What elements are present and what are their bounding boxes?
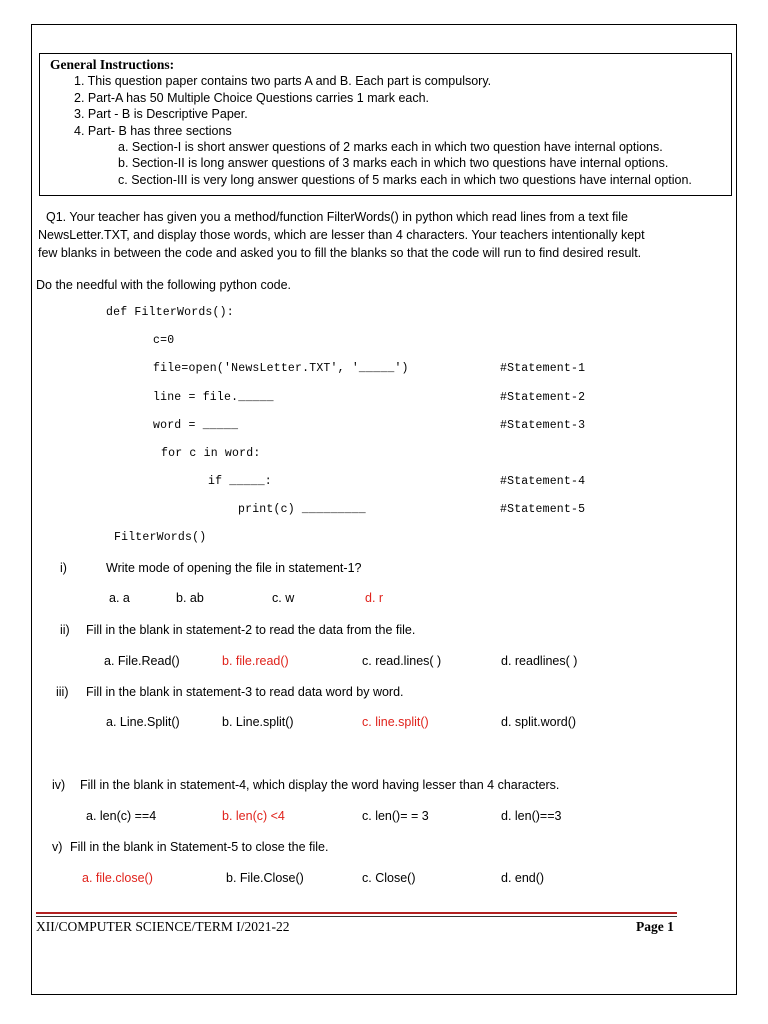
subquestion-text: Fill in the blank in Statement-5 to close the file. <box>70 840 329 854</box>
instruction-sub-item: b. Section-II is long answer questions of 3 marks each in which two questions have internal options. <box>118 156 669 170</box>
option: a. len(c) ==4 <box>86 809 157 823</box>
subquestion-text: Fill in the blank in statement-2 to read the data from the file. <box>86 623 416 637</box>
footer-rule-top <box>36 912 677 914</box>
subquestion-number: ii) <box>60 623 70 637</box>
question-line: NewsLetter.TXT, and display those words, which are lesser than 4 characters. Your teachers intentionally kept <box>38 228 645 242</box>
code-statement-4: if _____: <box>208 475 272 488</box>
statement-tag: #Statement-2 <box>500 391 586 404</box>
option: b. File.Close() <box>226 871 304 885</box>
code-statement-3: word = _____ <box>153 419 239 432</box>
option: b. ab <box>176 591 204 605</box>
footer-rule-bottom <box>36 916 677 917</box>
footer-course-label: XII/COMPUTER SCIENCE/TERM I/2021-22 <box>36 919 290 934</box>
instruction-sub-item: a. Section-I is short answer questions of 2 marks each in which two question have internal options. <box>118 140 663 154</box>
option: b. Line.split() <box>222 715 294 729</box>
option: a. File.Read() <box>104 654 180 668</box>
option-correct: b. file.read() <box>222 654 289 668</box>
option: a. a <box>109 591 130 605</box>
option: d. split.word() <box>501 715 577 729</box>
statement-tag: #Statement-1 <box>500 362 586 375</box>
subquestion-number: iii) <box>56 685 69 699</box>
code-line: c=0 <box>153 334 175 347</box>
option: a. Line.Split() <box>106 715 180 729</box>
question-line: Q1. Your teacher has given you a method/function FilterWords() in python which read lines from a text file <box>46 210 629 224</box>
option: c. w <box>272 591 295 605</box>
code-statement-2: line = file._____ <box>153 391 274 404</box>
option-correct: d. r <box>365 591 384 605</box>
subquestion-number: iv) <box>52 778 66 792</box>
code-statement-1: file=open('NewsLetter.TXT', '_____') <box>153 362 409 375</box>
statement-tag: #Statement-4 <box>500 475 586 488</box>
option: d. readlines( ) <box>501 654 578 668</box>
subquestion-text: Fill in the blank in statement-3 to read data word by word. <box>86 685 404 699</box>
code-statement-5: print(c) _________ <box>238 503 366 516</box>
instruction-item: 4. Part- B has three sections <box>74 124 232 138</box>
option: c. len()= = 3 <box>362 809 429 823</box>
subquestion-number: v) <box>52 840 63 854</box>
statement-tag: #Statement-3 <box>500 419 586 432</box>
option: d. len()==3 <box>501 809 562 823</box>
question-line: few blanks in between the code and asked you to fill the blanks so that the code will run to find desired result. <box>38 246 642 260</box>
instruction-sub-item: c. Section-III is very long answer questions of 5 marks each in which two questions have internal option. <box>118 173 692 187</box>
option: c. read.lines( ) <box>362 654 442 668</box>
do-needful-text: Do the needful with the following python code. <box>36 278 292 292</box>
code-call-line: FilterWords() <box>114 531 207 544</box>
option-correct: a. file.close() <box>82 871 153 885</box>
instruction-item: 1. This question paper contains two parts A and B. Each part is compulsory. <box>74 74 492 88</box>
instructions-title: General Instructions: <box>50 57 175 72</box>
code-for-line: for c in word: <box>161 447 261 460</box>
statement-tag: #Statement-5 <box>500 503 586 516</box>
option-correct: c. line.split() <box>362 715 429 729</box>
subquestion-text: Write mode of opening the file in statement-1? <box>106 561 362 575</box>
subquestion-number: i) <box>60 561 67 575</box>
option-correct: b. len(c) <4 <box>222 809 285 823</box>
option: d. end() <box>501 871 545 885</box>
footer-page-number: Page 1 <box>636 919 674 934</box>
instruction-item: 2. Part-A has 50 Multiple Choice Questions carries 1 mark each. <box>74 91 430 105</box>
subquestion-text: Fill in the blank in statement-4, which display the word having lesser than 4 characters. <box>80 778 560 792</box>
option: c. Close() <box>362 871 416 885</box>
code-def-line: def FilterWords(): <box>106 306 234 319</box>
instruction-item: 3. Part - B is Descriptive Paper. <box>74 107 248 121</box>
